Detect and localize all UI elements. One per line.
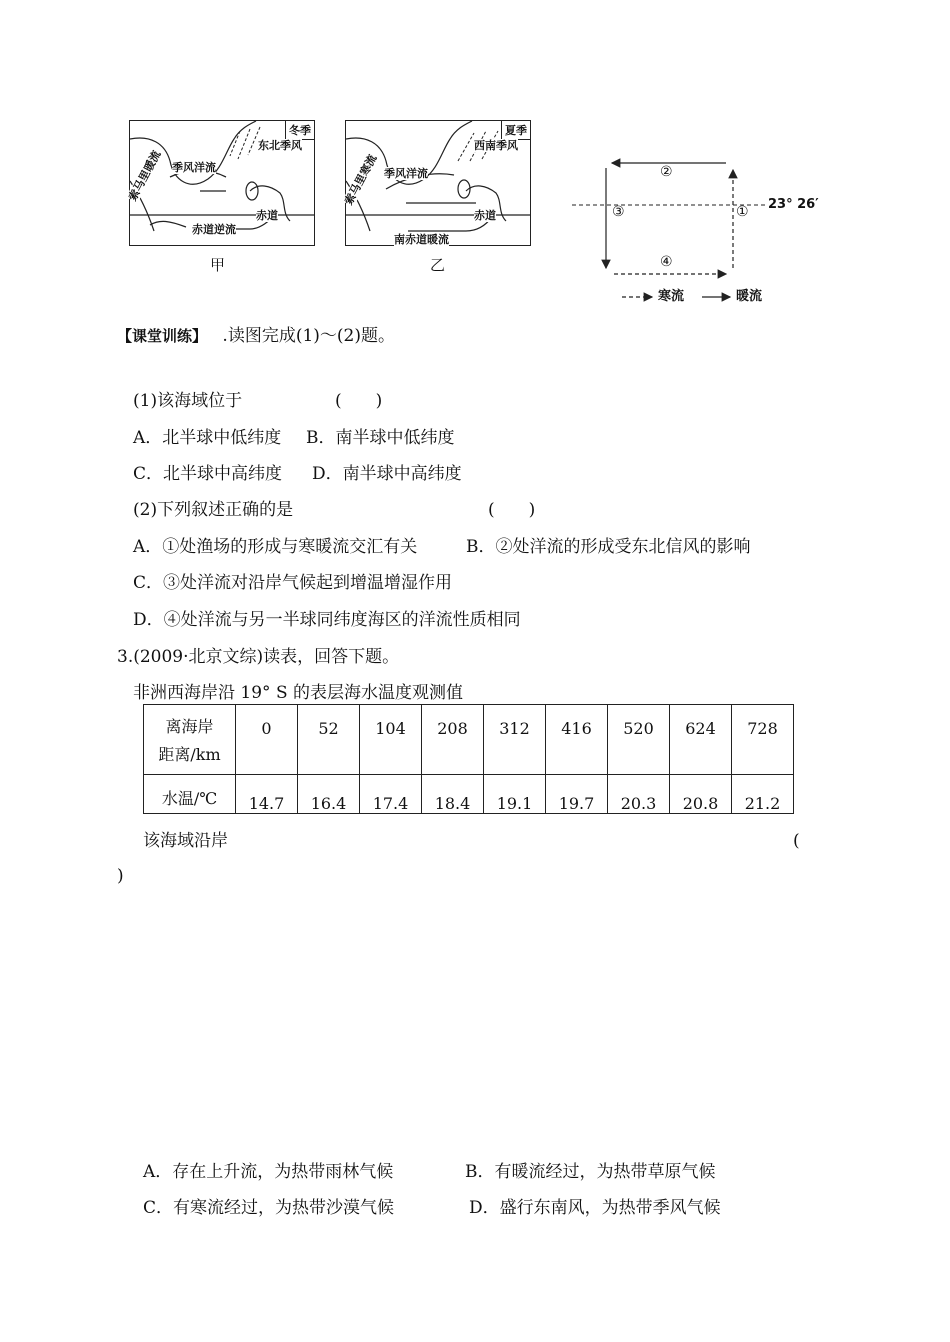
table-cell: 104 bbox=[360, 705, 422, 775]
table-cell: 52 bbox=[298, 705, 360, 775]
table-cell: 14.7 bbox=[236, 775, 298, 814]
q3-table-title: 非洲西海岸沿 19° S 的表层海水温度观测值 bbox=[133, 683, 463, 703]
training-intro: .读图完成(1)～(2)题。 bbox=[222, 326, 395, 346]
q3-option-c: C．有寒流经过，为热带沙漠气候 bbox=[143, 1198, 395, 1218]
table-cell: 728 bbox=[732, 705, 794, 775]
map-yi-season: 夏季 bbox=[501, 121, 530, 140]
table-cell: 0 bbox=[236, 705, 298, 775]
map-jia-monsoon-label: 东北季风 bbox=[258, 139, 302, 152]
q1-option-c: C．北半球中高纬度 bbox=[133, 464, 283, 484]
map-jia-counter-label: 赤道逆流 bbox=[192, 223, 236, 236]
q1-paren: ( ) bbox=[335, 391, 383, 411]
training-tag: 【课堂训练】 bbox=[117, 327, 208, 345]
q3-option-a: A．存在上升流，为热带雨林气候 bbox=[143, 1162, 394, 1182]
training-header bbox=[117, 324, 395, 348]
q2-option-c: C．③处洋流对沿岸气候起到增温增湿作用 bbox=[133, 573, 453, 593]
table-cell: 520 bbox=[608, 705, 670, 775]
q1-option-a: A．北半球中低纬度 bbox=[133, 428, 282, 448]
q2-option-a: A．①处渔场的形成与寒暖流交汇有关 bbox=[133, 537, 418, 557]
map-yi-caption: 乙 bbox=[430, 256, 446, 274]
q2-option-b: B．②处洋流的形成受东北信风的影响 bbox=[466, 537, 751, 557]
map-jia bbox=[126, 120, 315, 246]
table-cell: 21.2 bbox=[732, 775, 794, 814]
diagram-legend-warm: 暖流 bbox=[736, 289, 763, 304]
table-cell: 20.3 bbox=[608, 775, 670, 814]
table-cell: 18.4 bbox=[422, 775, 484, 814]
map-yi-monsoon-current-label: 季风洋流 bbox=[384, 167, 428, 180]
map-yi-counter-label: 南赤道暖流 bbox=[394, 233, 449, 246]
diagram-label-2: ② bbox=[660, 164, 673, 180]
map-jia-season: 冬季 bbox=[285, 121, 314, 140]
q2-option-d: D．④处洋流与另一半球同纬度海区的洋流性质相同 bbox=[133, 610, 521, 630]
current-diagram-drawing bbox=[570, 150, 800, 310]
map-yi-monsoon-label: 西南季风 bbox=[474, 139, 518, 152]
q1-option-d: D．南半球中高纬度 bbox=[312, 464, 462, 484]
table-cell: 19.1 bbox=[484, 775, 546, 814]
table-cell: 19.7 bbox=[546, 775, 608, 814]
q3-paren-open: ( bbox=[793, 831, 800, 851]
table-cell: 17.4 bbox=[360, 775, 422, 814]
table-cell: 16.4 bbox=[298, 775, 360, 814]
diagram-latitude: 23° 26′ bbox=[768, 197, 819, 212]
table-row bbox=[144, 705, 794, 775]
table-cell: 624 bbox=[670, 705, 732, 775]
diagram-label-3: ③ bbox=[612, 204, 625, 220]
map-jia-caption: 甲 bbox=[210, 256, 226, 274]
q3-paren-close: ) bbox=[117, 866, 124, 886]
q3-option-d: D．盛行东南风，为热带季风气候 bbox=[469, 1198, 721, 1218]
table-head-temp: 水温/℃ bbox=[144, 775, 236, 814]
q2-paren: ( ) bbox=[488, 500, 536, 520]
q3-stem: 3.(2009·北京文综)读表，回答下题。 bbox=[117, 647, 400, 667]
map-yi bbox=[342, 120, 531, 246]
current-diagram bbox=[570, 150, 819, 310]
map-jia-somali-label: 索马里暖流 bbox=[126, 148, 164, 204]
table-row bbox=[144, 775, 794, 814]
diagram-legend-cold: 寒流 bbox=[658, 289, 685, 304]
q3-option-b: B．有暖流经过，为热带草原气候 bbox=[465, 1162, 716, 1182]
table-cell: 416 bbox=[546, 705, 608, 775]
q1-option-b: B．南半球中低纬度 bbox=[306, 428, 455, 448]
map-yi-equator-label: 赤道 bbox=[474, 209, 496, 222]
q3-question: 该海域沿岸 bbox=[143, 831, 228, 851]
map-yi-somali-label: 索马里寒流 bbox=[342, 152, 380, 208]
table-cell: 312 bbox=[484, 705, 546, 775]
table-head-distance: 离海岸 距离/km bbox=[144, 705, 236, 775]
q1-stem: (1)该海域位于 bbox=[133, 391, 243, 411]
diagram-label-1: ① bbox=[736, 204, 749, 220]
table-cell: 208 bbox=[422, 705, 484, 775]
q2-stem: (2)下列叙述正确的是 bbox=[133, 500, 294, 520]
map-jia-equator-label: 赤道 bbox=[256, 209, 278, 222]
q3-table bbox=[143, 704, 794, 814]
map-jia-monsoon-current-label: 季风洋流 bbox=[172, 161, 216, 174]
diagram-label-4: ④ bbox=[660, 254, 673, 270]
table-cell: 20.8 bbox=[670, 775, 732, 814]
